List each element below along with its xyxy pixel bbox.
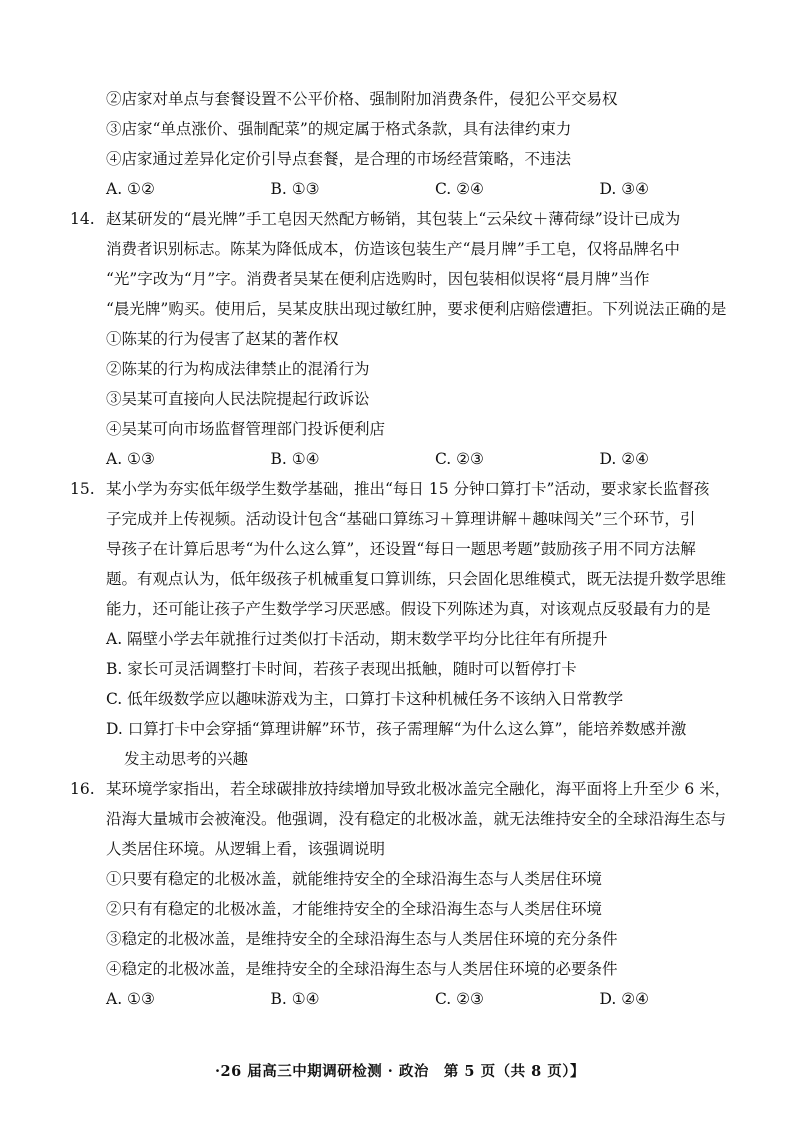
- option-b: B. 家长可灵活调整打卡时间，若孩子表现出抵触，随时可以暂停打卡: [106, 660, 577, 678]
- statement-4: ④稳定的北极冰盖，是维持安全的全球沿海生态与人类居住环境的必要条件: [106, 960, 618, 978]
- question-number: 14.: [70, 210, 95, 228]
- statement-3: ③吴某可直接向人民法院提起行政诉讼: [106, 390, 370, 408]
- question-16: [70, 774, 764, 1014]
- question-number: 16.: [70, 780, 95, 798]
- answer-choices: [84, 444, 764, 474]
- choice-a: A. ①③: [106, 990, 155, 1008]
- statement-1: ①只要有稳定的北极冰盖，就能维持安全的全球沿海生态与人类居住环境: [106, 870, 603, 888]
- question-stem-line: “晨光牌”购买。使用后，吴某皮肤出现过敏红肿，要求便利店赔偿遭拒。下列说法正确的是: [106, 300, 727, 318]
- statement-2: ②陈某的行为构成法律禁止的混淆行为: [106, 360, 370, 378]
- question-stem-line: 题。有观点认为，低年级孩子机械重复口算训练，只会固化思维模式，既无法提升数学思维: [106, 570, 727, 588]
- choice-c: C. ②③: [435, 990, 484, 1008]
- question-stem-line: 子完成并上传视频。活动设计包含“基础口算练习＋算理讲解＋趣味闯关”三个环节，引: [106, 510, 696, 528]
- choice-c: C. ②④: [435, 180, 484, 198]
- question-stem-line: 导孩子在计算后思考“为什么这么算”，还设置“每日一题思考题”鼓励孩子用不同方法解: [106, 540, 696, 558]
- question-stem-line: “光”字改为“月”字。消费者吴某在便利店选购时，因包装相似误将“晨月牌”当作: [106, 270, 650, 288]
- option-a: A. 隔壁小学去年就推行过类似打卡活动，期末数学平均分比往年有所提升: [106, 630, 608, 648]
- option-d: D. 口算打卡中会穿插“算理讲解”环节，孩子需理解“为什么这么算”，能培养数感并激: [106, 720, 687, 738]
- question-15: [70, 474, 764, 774]
- question-stem-line: 沿海大量城市会被淹没。他强调，没有稳定的北极冰盖，就无法维持安全的全球沿海生态与: [106, 810, 727, 828]
- choice-d: D. ③④: [599, 180, 650, 198]
- statement-3: ③店家“单点涨价、强制配菜”的规定属于格式条款，具有法律约束力: [106, 120, 572, 138]
- question-stem-line: 人类居住环境。从逻辑上看，该强调说明: [106, 840, 386, 858]
- answer-choices: [84, 174, 764, 204]
- question-stem-line: 消费者识别标志。陈某为降低成本，仿造该包装生产“晨月牌”手工皂，仅将品牌名中: [106, 240, 680, 258]
- page-footer: ·26 届高三中期调研检测 · 政治 第 5 页（共 8 页）】: [214, 1063, 586, 1080]
- choice-b: B. ①③: [270, 180, 320, 198]
- choice-b: B. ①④: [270, 450, 320, 468]
- question-number: 15.: [70, 480, 95, 498]
- option-c: C. 低年级数学应以趣味游戏为主，口算打卡这种机械任务不该纳入日常教学: [106, 690, 624, 708]
- option-d-continuation: 发主动思考的兴趣: [124, 750, 249, 768]
- choice-b: B. ①④: [270, 990, 320, 1008]
- choice-a: A. ①②: [106, 180, 155, 198]
- question-13-tail: [84, 84, 764, 204]
- question-stem-line: 16. 某环境学家指出，若全球碳排放持续增加导致北极冰盖完全融化，海平面将上升至少 6 米，: [84, 774, 764, 804]
- question-14: [70, 204, 764, 474]
- choice-a: A. ①③: [106, 450, 155, 468]
- statement-1: ①陈某的行为侵害了赵某的著作权: [106, 330, 339, 348]
- statement-3: ③稳定的北极冰盖，是维持安全的全球沿海生态与人类居住环境的充分条件: [106, 930, 618, 948]
- answer-choices: [84, 984, 764, 1014]
- choice-d: D. ②④: [599, 990, 650, 1008]
- page-content: [70, 84, 764, 1014]
- statement-4: ④店家通过差异化定价引导点套餐，是合理的市场经营策略，不违法: [106, 150, 572, 168]
- question-stem-line: 14. 赵某研发的“晨光牌”手工皂因天然配方畅销，其包装上“云朵纹＋薄荷绿”设计已成为: [84, 204, 764, 234]
- question-stem-line: 15. 某小学为夯实低年级学生数学基础，推出“每日 15 分钟口算打卡”活动，要求家长监督孩: [84, 474, 764, 504]
- choice-d: D. ②④: [599, 450, 650, 468]
- question-stem-line: 能力，还可能让孩子产生数学学习厌恶感。假设下列陈述为真，对该观点反驳最有力的是: [106, 600, 711, 618]
- statement-2: ②店家对单点与套餐设置不公平价格、强制附加消费条件，侵犯公平交易权: [106, 90, 618, 108]
- statement-2: ②只有有稳定的北极冰盖，才能维持安全的全球沿海生态与人类居住环境: [106, 900, 603, 918]
- choice-c: C. ②③: [435, 450, 484, 468]
- statement-4: ④吴某可向市场监督管理部门投诉便利店: [106, 420, 386, 438]
